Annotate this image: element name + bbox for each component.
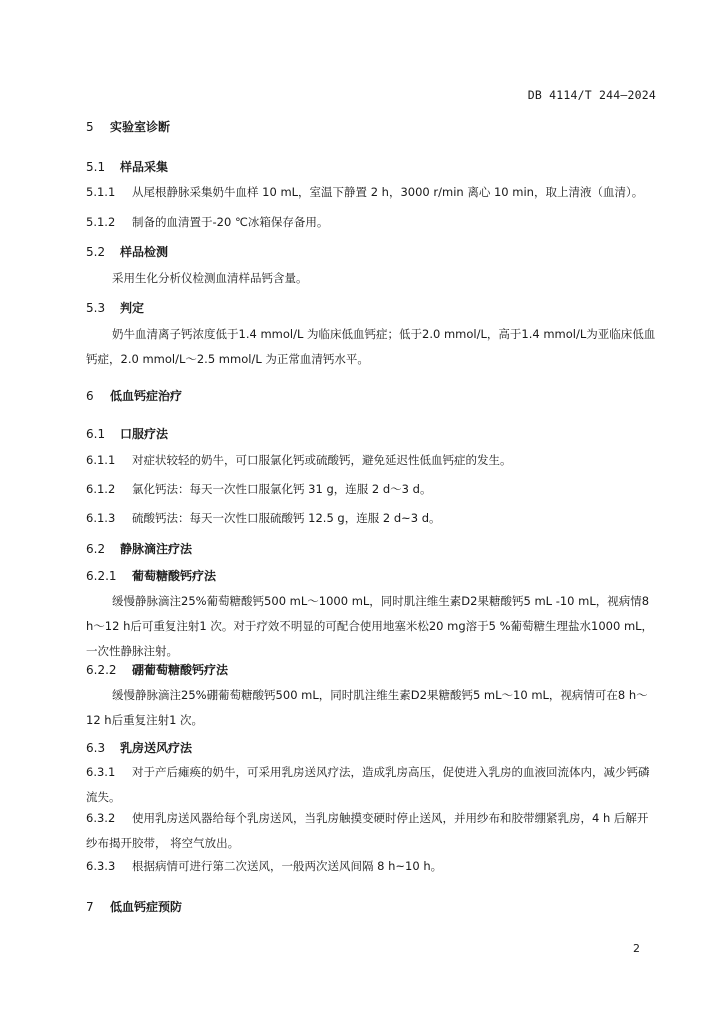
subsection-heading: 6.3 乳房送风疗法 [86, 741, 193, 755]
clause-paragraph: 6.1.3 硫酸钙法：每天一次性口服硫酸钙 12.5 g，连服 2 d~3 d。 [86, 511, 441, 525]
clause-paragraph: 6.3.3 根据病情可进行第二次送风，一般两次送风间隔 8 h~10 h。 [86, 859, 443, 873]
body-paragraph: 奶牛血清离子钙浓度低于1.4 mmol/L 为临床低血钙症；低于2.0 mmol/L，高于1.4 mmol/L为亚临床低血钙症，2.0 mmol/L～2.5 mmol/L 为正常血清钙水平。 [86, 327, 656, 366]
clause-paragraph: 6.3.2 使用乳房送风器给每个乳房送风，当乳房触摸变硬时停止送风，并用纱布和胶带绷紧乳房，4 h 后解开纱布揭开胶带， 将空气放出。 [86, 811, 649, 850]
document-id: DB 4114/T 244—2024 [527, 88, 656, 102]
page-number: 2 [633, 942, 640, 955]
clause-paragraph: 6.3.1 对于产后瘫痪的奶牛，可采用乳房送风疗法，造成乳房高压，促使进入乳房的血液回流体内，减少钙磷流失。 [86, 765, 650, 804]
subsection-heading: 6.2.2 硼葡萄糖酸钙疗法 [86, 663, 229, 677]
clause-paragraph: 6.1.2 氯化钙法：每天一次性口服氯化钙 31 g，连服 2 d～3 d。 [86, 482, 432, 496]
subsection-heading: 5.2 样品检测 [86, 245, 169, 259]
section-heading: 7 低血钙症预防 [86, 900, 183, 914]
clause-paragraph: 5.1.1 从尾根静脉采集奶牛血样 10 mL，室温下静置 2 h，3000 r/min 离心 10 min，取上清液（血清）。 [86, 185, 644, 199]
clause-paragraph: 6.1.1 对症状较轻的奶牛，可口服氯化钙或硫酸钙，避免延迟性低血钙症的发生。 [86, 453, 512, 467]
subsection-heading: 6.2.1 葡萄糖酸钙疗法 [86, 569, 217, 583]
subsection-heading: 6.1 口服疗法 [86, 427, 169, 441]
subsection-heading: 5.3 判定 [86, 301, 145, 315]
body-paragraph: 采用生化分析仪检测血清样品钙含量。 [112, 271, 308, 285]
body-paragraph: 缓慢静脉滴注25%葡萄糖酸钙500 mL～1000 mL，同时肌注维生素D2果糖酸钙5 mL -10 mL，视病情8 h～12 h后可重复注射1 次。对于疗效不明显的可配合使用地塞米松20 mg溶于5 %葡萄糖生理盐水1000 mL，一次性静脉注射。 [86, 594, 654, 658]
clause-paragraph: 5.1.2 制备的血清置于-20 ℃冰箱保存备用。 [86, 215, 329, 229]
section-heading: 6 低血钙症治疗 [86, 389, 183, 403]
subsection-heading: 6.2 静脉滴注疗法 [86, 542, 193, 556]
body-paragraph: 缓慢静脉滴注25%硼葡萄糖酸钙500 mL，同时肌注维生素D2果糖酸钙5 mL～10 mL，视病情可在8 h～12 h后重复注射1 次。 [86, 688, 648, 727]
subsection-heading: 5.1 样品采集 [86, 160, 169, 174]
section-heading: 5 实验室诊断 [86, 120, 171, 134]
